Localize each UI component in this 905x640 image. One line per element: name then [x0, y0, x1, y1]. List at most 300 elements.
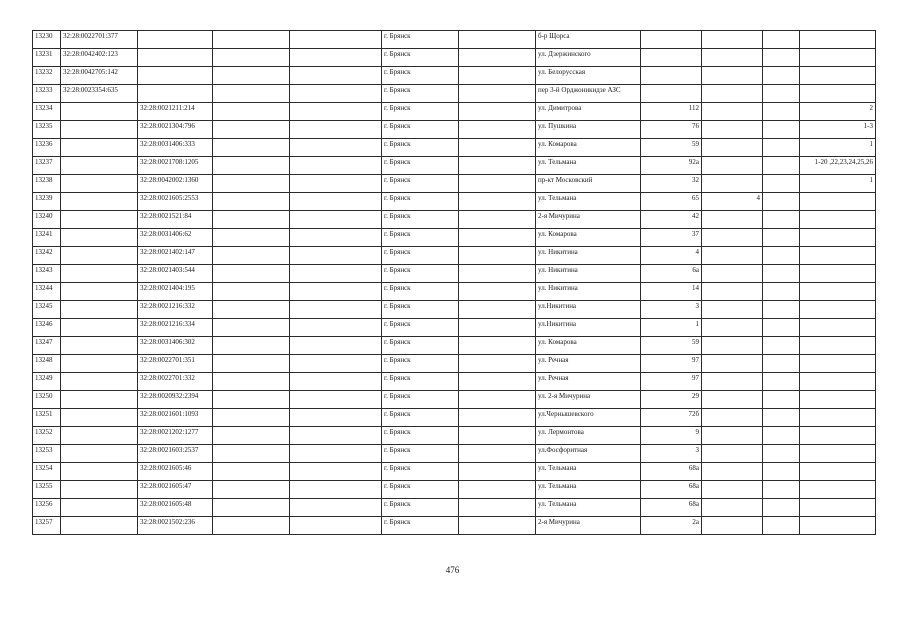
- row-id-cell: 13248: [33, 355, 61, 373]
- empty-cell: [213, 193, 290, 211]
- cadastral-number-cell: 32:28:0021403:544: [138, 265, 213, 283]
- empty-cell: [213, 211, 290, 229]
- extra-number-cell: [763, 247, 800, 265]
- empty-cell: [213, 247, 290, 265]
- city-cell: г. Брянск: [382, 301, 459, 319]
- empty-cell: [290, 319, 382, 337]
- extra-number-cell: [702, 139, 763, 157]
- cadastral-number-cell: [61, 391, 138, 409]
- table-row: [33, 85, 876, 103]
- extra-number-cell: [763, 103, 800, 121]
- cadastral-number-cell: 32:28:0022701:351: [138, 355, 213, 373]
- extra-number-cell: [702, 265, 763, 283]
- cadastral-number-cell: [61, 139, 138, 157]
- street-cell: 2-я Мичурина: [536, 211, 641, 229]
- empty-cell: [213, 517, 290, 535]
- table-row: [33, 157, 876, 175]
- table-row: [33, 481, 876, 499]
- flat-number-cell: [800, 481, 876, 499]
- extra-number-cell: [763, 301, 800, 319]
- cadastral-number-cell: [138, 31, 213, 49]
- empty-cell: [290, 211, 382, 229]
- extra-number-cell: [763, 355, 800, 373]
- empty-cell: [290, 409, 382, 427]
- cadastral-number-cell: [61, 373, 138, 391]
- street-cell: ул. Комарова: [536, 337, 641, 355]
- extra-number-cell: [702, 157, 763, 175]
- empty-cell: [213, 175, 290, 193]
- empty-cell: [213, 481, 290, 499]
- street-cell: ул. Комарова: [536, 139, 641, 157]
- city-cell: г. Брянск: [382, 31, 459, 49]
- flat-number-cell: [800, 85, 876, 103]
- empty-cell: [290, 85, 382, 103]
- extra-number-cell: [702, 229, 763, 247]
- extra-number-cell: [702, 247, 763, 265]
- empty-cell: [459, 229, 536, 247]
- empty-cell: [213, 31, 290, 49]
- row-id-cell: 13239: [33, 193, 61, 211]
- flat-number-cell: [800, 409, 876, 427]
- street-cell: ул. Тельмана: [536, 463, 641, 481]
- flat-number-cell: [800, 319, 876, 337]
- table-row: [33, 31, 876, 49]
- house-number-cell: 29: [641, 391, 702, 409]
- row-id-cell: 13250: [33, 391, 61, 409]
- empty-cell: [459, 301, 536, 319]
- table-row: [33, 445, 876, 463]
- house-number-cell: 68а: [641, 463, 702, 481]
- table-row: [33, 499, 876, 517]
- street-cell: ул. Речная: [536, 373, 641, 391]
- flat-number-cell: [800, 265, 876, 283]
- city-cell: г. Брянск: [382, 193, 459, 211]
- row-id-cell: 13231: [33, 49, 61, 67]
- house-number-cell: 37: [641, 229, 702, 247]
- extra-number-cell: [763, 121, 800, 139]
- house-number-cell: [641, 85, 702, 103]
- empty-cell: [213, 319, 290, 337]
- flat-number-cell: [800, 211, 876, 229]
- cadastral-number-cell: [61, 175, 138, 193]
- flat-number-cell: [800, 193, 876, 211]
- extra-number-cell: 4: [702, 193, 763, 211]
- empty-cell: [213, 265, 290, 283]
- city-cell: г. Брянск: [382, 67, 459, 85]
- empty-cell: [290, 49, 382, 67]
- city-cell: г. Брянск: [382, 517, 459, 535]
- extra-number-cell: [763, 139, 800, 157]
- empty-cell: [290, 193, 382, 211]
- city-cell: г. Брянск: [382, 121, 459, 139]
- house-number-cell: 97: [641, 355, 702, 373]
- extra-number-cell: [763, 463, 800, 481]
- house-number-cell: 1: [641, 319, 702, 337]
- city-cell: г. Брянск: [382, 427, 459, 445]
- extra-number-cell: [763, 391, 800, 409]
- flat-number-cell: [800, 355, 876, 373]
- table-row: [33, 463, 876, 481]
- house-number-cell: 32: [641, 175, 702, 193]
- empty-cell: [290, 355, 382, 373]
- flat-number-cell: 1: [800, 175, 876, 193]
- extra-number-cell: [763, 49, 800, 67]
- house-number-cell: 9: [641, 427, 702, 445]
- flat-number-cell: [800, 337, 876, 355]
- extra-number-cell: [702, 103, 763, 121]
- empty-cell: [290, 427, 382, 445]
- empty-cell: [459, 265, 536, 283]
- flat-number-cell: 2: [800, 103, 876, 121]
- cadastral-number-cell: 32:28:0021216:334: [138, 319, 213, 337]
- extra-number-cell: [763, 157, 800, 175]
- row-id-cell: 13252: [33, 427, 61, 445]
- empty-cell: [213, 85, 290, 103]
- house-number-cell: 112: [641, 103, 702, 121]
- empty-cell: [459, 463, 536, 481]
- house-number-cell: [641, 31, 702, 49]
- house-number-cell: 3: [641, 445, 702, 463]
- table-row: [33, 67, 876, 85]
- cadastral-number-cell: 32:28:0021502:236: [138, 517, 213, 535]
- table-body: [33, 31, 876, 535]
- empty-cell: [459, 337, 536, 355]
- empty-cell: [459, 391, 536, 409]
- extra-number-cell: [702, 445, 763, 463]
- house-number-cell: 42: [641, 211, 702, 229]
- extra-number-cell: [702, 337, 763, 355]
- empty-cell: [459, 193, 536, 211]
- empty-cell: [213, 301, 290, 319]
- extra-number-cell: [763, 409, 800, 427]
- table-row: [33, 391, 876, 409]
- cadastral-number-cell: 32:28:0021605:46: [138, 463, 213, 481]
- empty-cell: [290, 121, 382, 139]
- house-number-cell: 68а: [641, 499, 702, 517]
- extra-number-cell: [702, 355, 763, 373]
- cadastral-number-cell: [61, 157, 138, 175]
- row-id-cell: 13238: [33, 175, 61, 193]
- street-cell: ул.Никитина: [536, 319, 641, 337]
- extra-number-cell: [763, 427, 800, 445]
- street-cell: ул. Комарова: [536, 229, 641, 247]
- extra-number-cell: [702, 211, 763, 229]
- row-id-cell: 13232: [33, 67, 61, 85]
- empty-cell: [290, 103, 382, 121]
- cadastral-number-cell: 32:28:0023354:635: [61, 85, 138, 103]
- cadastral-number-cell: 32:28:0021404:195: [138, 283, 213, 301]
- table-row: [33, 301, 876, 319]
- row-id-cell: 13256: [33, 499, 61, 517]
- cadastral-number-cell: 32:28:0021521:84: [138, 211, 213, 229]
- row-id-cell: 13246: [33, 319, 61, 337]
- cadastral-number-cell: 32:28:0021211:214: [138, 103, 213, 121]
- empty-cell: [213, 409, 290, 427]
- street-cell: ул. Белорусская: [536, 67, 641, 85]
- flat-number-cell: 1: [800, 139, 876, 157]
- row-id-cell: 13240: [33, 211, 61, 229]
- empty-cell: [213, 67, 290, 85]
- city-cell: г. Брянск: [382, 211, 459, 229]
- empty-cell: [290, 247, 382, 265]
- extra-number-cell: [763, 337, 800, 355]
- empty-cell: [290, 31, 382, 49]
- empty-cell: [213, 337, 290, 355]
- cadastral-number-cell: 32:28:0021605:48: [138, 499, 213, 517]
- cadastral-number-cell: [61, 517, 138, 535]
- cadastral-number-cell: 32:28:0021402:147: [138, 247, 213, 265]
- empty-cell: [213, 139, 290, 157]
- extra-number-cell: [702, 283, 763, 301]
- house-number-cell: [641, 67, 702, 85]
- extra-number-cell: [702, 427, 763, 445]
- table-row: [33, 427, 876, 445]
- city-cell: г. Брянск: [382, 337, 459, 355]
- extra-number-cell: [763, 229, 800, 247]
- empty-cell: [213, 49, 290, 67]
- house-number-cell: 72б: [641, 409, 702, 427]
- cadastral-number-cell: [61, 409, 138, 427]
- empty-cell: [213, 283, 290, 301]
- table-row: [33, 103, 876, 121]
- empty-cell: [459, 355, 536, 373]
- cadastral-number-cell: [61, 319, 138, 337]
- cadastral-number-cell: [61, 301, 138, 319]
- extra-number-cell: [702, 391, 763, 409]
- row-id-cell: 13241: [33, 229, 61, 247]
- extra-number-cell: [702, 373, 763, 391]
- empty-cell: [290, 265, 382, 283]
- extra-number-cell: [702, 85, 763, 103]
- flat-number-cell: [800, 445, 876, 463]
- row-id-cell: 13230: [33, 31, 61, 49]
- row-id-cell: 13247: [33, 337, 61, 355]
- empty-cell: [290, 139, 382, 157]
- cadastral-number-cell: 32:28:0021304:796: [138, 121, 213, 139]
- flat-number-cell: [800, 499, 876, 517]
- house-number-cell: 14: [641, 283, 702, 301]
- table-row: [33, 319, 876, 337]
- city-cell: г. Брянск: [382, 49, 459, 67]
- row-id-cell: 13236: [33, 139, 61, 157]
- cadastral-number-cell: 32:28:0020932:2394: [138, 391, 213, 409]
- cadastral-number-cell: [61, 481, 138, 499]
- empty-cell: [459, 67, 536, 85]
- cadastral-number-cell: 32:28:0042002:1360: [138, 175, 213, 193]
- table-row: [33, 49, 876, 67]
- empty-cell: [213, 157, 290, 175]
- street-cell: ул. Лермонтова: [536, 427, 641, 445]
- extra-number-cell: [702, 121, 763, 139]
- empty-cell: [459, 445, 536, 463]
- street-cell: ул. Тельмана: [536, 193, 641, 211]
- cadastral-number-cell: [138, 85, 213, 103]
- flat-number-cell: [800, 391, 876, 409]
- empty-cell: [459, 319, 536, 337]
- cadastral-number-cell: [61, 445, 138, 463]
- cadastral-number-cell: [138, 67, 213, 85]
- house-number-cell: 59: [641, 139, 702, 157]
- city-cell: г. Брянск: [382, 229, 459, 247]
- empty-cell: [459, 85, 536, 103]
- city-cell: г. Брянск: [382, 499, 459, 517]
- table-row: [33, 283, 876, 301]
- cadastral-number-cell: [61, 499, 138, 517]
- house-number-cell: 65: [641, 193, 702, 211]
- flat-number-cell: [800, 427, 876, 445]
- cadastral-number-cell: [61, 103, 138, 121]
- flat-number-cell: [800, 247, 876, 265]
- table-row: [33, 175, 876, 193]
- city-cell: г. Брянск: [382, 355, 459, 373]
- empty-cell: [459, 283, 536, 301]
- street-cell: б-р Щорса: [536, 31, 641, 49]
- street-cell: ул. 2-я Мичурина: [536, 391, 641, 409]
- city-cell: г. Брянск: [382, 283, 459, 301]
- street-cell: ул. Тельмана: [536, 157, 641, 175]
- city-cell: г. Брянск: [382, 373, 459, 391]
- extra-number-cell: [763, 85, 800, 103]
- street-cell: ул.Никитина: [536, 301, 641, 319]
- row-id-cell: 13257: [33, 517, 61, 535]
- empty-cell: [213, 427, 290, 445]
- city-cell: г. Брянск: [382, 391, 459, 409]
- empty-cell: [290, 175, 382, 193]
- table-row: [33, 193, 876, 211]
- empty-cell: [459, 103, 536, 121]
- extra-number-cell: [702, 319, 763, 337]
- empty-cell: [290, 283, 382, 301]
- extra-number-cell: [763, 319, 800, 337]
- empty-cell: [213, 445, 290, 463]
- flat-number-cell: [800, 301, 876, 319]
- extra-number-cell: [763, 265, 800, 283]
- row-id-cell: 13251: [33, 409, 61, 427]
- page-number: 476: [445, 565, 460, 575]
- cadastral-number-cell: 32:28:0042705:142: [61, 67, 138, 85]
- row-id-cell: 13234: [33, 103, 61, 121]
- house-number-cell: 68а: [641, 481, 702, 499]
- empty-cell: [459, 139, 536, 157]
- empty-cell: [459, 157, 536, 175]
- cadastral-number-cell: 32:28:0022701:332: [138, 373, 213, 391]
- house-number-cell: 76: [641, 121, 702, 139]
- city-cell: г. Брянск: [382, 319, 459, 337]
- street-cell: 2-я Мичурина: [536, 517, 641, 535]
- flat-number-cell: [800, 283, 876, 301]
- city-cell: г. Брянск: [382, 445, 459, 463]
- empty-cell: [290, 481, 382, 499]
- cadastral-number-cell: 32:28:0021603:2537: [138, 445, 213, 463]
- extra-number-cell: [702, 499, 763, 517]
- empty-cell: [459, 517, 536, 535]
- cadastral-number-cell: [61, 337, 138, 355]
- street-cell: пер 3-й Орджоникидзе АЗС: [536, 85, 641, 103]
- cadastral-number-cell: [61, 463, 138, 481]
- table-row: [33, 139, 876, 157]
- flat-number-cell: [800, 67, 876, 85]
- empty-cell: [290, 373, 382, 391]
- empty-cell: [213, 499, 290, 517]
- row-id-cell: 13235: [33, 121, 61, 139]
- row-id-cell: 13237: [33, 157, 61, 175]
- row-id-cell: 13244: [33, 283, 61, 301]
- empty-cell: [290, 67, 382, 85]
- empty-cell: [213, 391, 290, 409]
- street-cell: пр-кт Московский: [536, 175, 641, 193]
- street-cell: ул. Пушкина: [536, 121, 641, 139]
- street-cell: ул. Тельмана: [536, 499, 641, 517]
- cadastral-number-cell: 32:28:0042402:123: [61, 49, 138, 67]
- empty-cell: [459, 427, 536, 445]
- city-cell: г. Брянск: [382, 409, 459, 427]
- house-number-cell: 59: [641, 337, 702, 355]
- street-cell: ул.Фосфоритная: [536, 445, 641, 463]
- city-cell: г. Брянск: [382, 85, 459, 103]
- empty-cell: [459, 373, 536, 391]
- cadastral-number-cell: 32:28:0031406:62: [138, 229, 213, 247]
- table-row: [33, 247, 876, 265]
- cadastral-number-cell: [61, 121, 138, 139]
- city-cell: г. Брянск: [382, 265, 459, 283]
- street-cell: ул. Дзержинского: [536, 49, 641, 67]
- empty-cell: [290, 337, 382, 355]
- cadastral-number-cell: 32:28:0031406:333: [138, 139, 213, 157]
- street-cell: ул. Никитина: [536, 265, 641, 283]
- city-cell: г. Брянск: [382, 481, 459, 499]
- row-id-cell: 13249: [33, 373, 61, 391]
- empty-cell: [213, 121, 290, 139]
- city-cell: г. Брянск: [382, 103, 459, 121]
- extra-number-cell: [763, 175, 800, 193]
- flat-number-cell: [800, 373, 876, 391]
- house-number-cell: 92а: [641, 157, 702, 175]
- cadastral-number-cell: [61, 283, 138, 301]
- cadastral-number-cell: [61, 265, 138, 283]
- extra-number-cell: [702, 517, 763, 535]
- flat-number-cell: [800, 517, 876, 535]
- house-number-cell: 97: [641, 373, 702, 391]
- row-id-cell: 13245: [33, 301, 61, 319]
- extra-number-cell: [763, 481, 800, 499]
- empty-cell: [459, 481, 536, 499]
- extra-number-cell: [702, 463, 763, 481]
- flat-number-cell: 1-3: [800, 121, 876, 139]
- extra-number-cell: [702, 49, 763, 67]
- cadastral-number-cell: [61, 229, 138, 247]
- extra-number-cell: [763, 193, 800, 211]
- extra-number-cell: [763, 499, 800, 517]
- empty-cell: [459, 409, 536, 427]
- cadastral-number-cell: [138, 49, 213, 67]
- city-cell: г. Брянск: [382, 139, 459, 157]
- row-id-cell: 13254: [33, 463, 61, 481]
- empty-cell: [213, 355, 290, 373]
- extra-number-cell: [702, 67, 763, 85]
- table-row: [33, 373, 876, 391]
- street-cell: ул.Чернышевского: [536, 409, 641, 427]
- empty-cell: [290, 499, 382, 517]
- empty-cell: [213, 103, 290, 121]
- empty-cell: [290, 463, 382, 481]
- street-cell: ул. Никитина: [536, 283, 641, 301]
- city-cell: г. Брянск: [382, 175, 459, 193]
- table-row: [33, 121, 876, 139]
- extra-number-cell: [763, 445, 800, 463]
- house-number-cell: [641, 49, 702, 67]
- empty-cell: [459, 49, 536, 67]
- empty-cell: [290, 157, 382, 175]
